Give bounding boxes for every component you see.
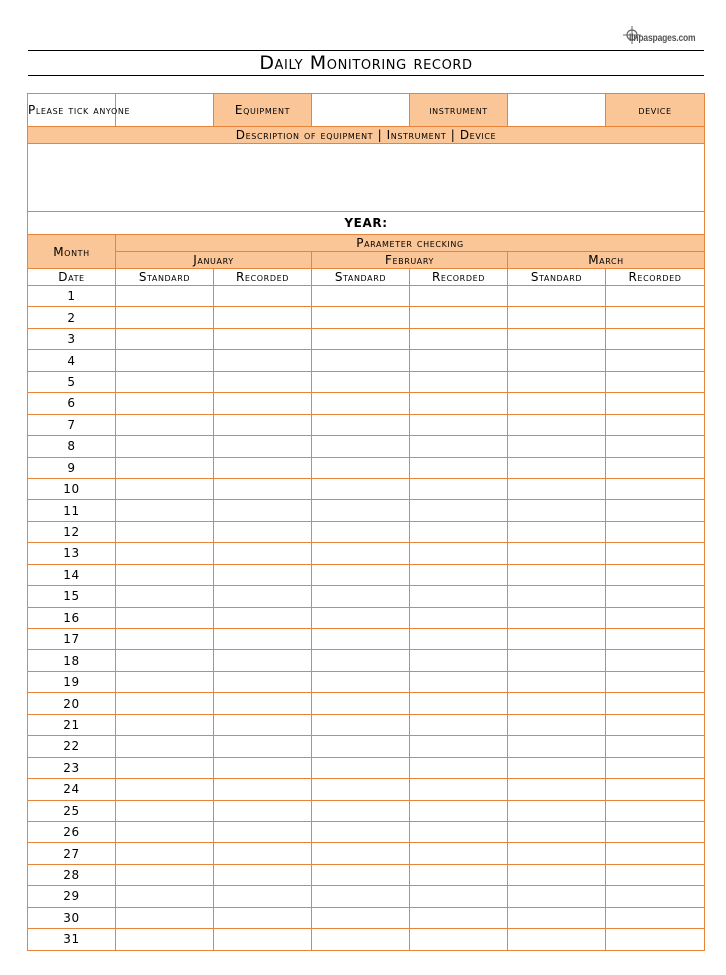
description-label: Description of equipment | Instrument | Device	[28, 127, 705, 144]
march-standard-cell[interactable]	[508, 821, 606, 842]
instrument-label: instrument	[410, 94, 508, 127]
day-number: 14	[28, 564, 116, 585]
february-standard-cell[interactable]	[312, 757, 410, 778]
january-recorded-cell[interactable]	[214, 328, 312, 349]
day-row	[28, 564, 705, 585]
march-recorded-cell[interactable]	[606, 521, 705, 542]
january-standard-cell[interactable]	[116, 843, 214, 864]
march-recorded-cell[interactable]	[606, 586, 705, 607]
logo-text: ilnpaspages.com	[629, 33, 696, 44]
february-standard-cell[interactable]	[312, 929, 410, 950]
day-number: 18	[28, 650, 116, 671]
march-recorded-cell[interactable]	[606, 478, 705, 499]
february-standard-cell[interactable]	[312, 521, 410, 542]
february-standard-cell[interactable]	[312, 607, 410, 628]
title-bottom-rule	[28, 75, 704, 76]
february-standard-cell[interactable]	[312, 286, 410, 307]
device-tick-box[interactable]	[508, 94, 606, 127]
march-standard-cell[interactable]	[508, 478, 606, 499]
day-row	[28, 650, 705, 671]
february-recorded-cell[interactable]	[410, 328, 508, 349]
february-recorded-cell[interactable]	[410, 821, 508, 842]
january-standard-cell[interactable]	[116, 500, 214, 521]
day-row	[28, 736, 705, 757]
march-recorded-cell[interactable]	[606, 671, 705, 692]
march-recorded-cell[interactable]	[606, 607, 705, 628]
description-field[interactable]	[28, 144, 705, 212]
february-standard-cell[interactable]	[312, 350, 410, 371]
day-number: 2	[28, 307, 116, 328]
march-standard-cell[interactable]	[508, 393, 606, 414]
day-number: 24	[28, 779, 116, 800]
february-standard-cell[interactable]	[312, 457, 410, 478]
january-standard-cell[interactable]	[116, 371, 214, 392]
january-recorded-cell[interactable]	[214, 757, 312, 778]
february-standard-cell[interactable]	[312, 414, 410, 435]
february-recorded-cell[interactable]	[410, 543, 508, 564]
february-recorded-cell[interactable]	[410, 478, 508, 499]
february-standard-cell[interactable]	[312, 736, 410, 757]
january-standard-cell[interactable]	[116, 393, 214, 414]
selection-row	[28, 94, 705, 127]
march-recorded-cell[interactable]	[606, 757, 705, 778]
january-recorded-cell[interactable]	[214, 714, 312, 735]
day-number: 3	[28, 328, 116, 349]
march-recorded-label: Recorded	[606, 269, 705, 286]
march-recorded-cell[interactable]	[606, 350, 705, 371]
february-standard-cell[interactable]	[312, 371, 410, 392]
month-names-row	[28, 252, 705, 269]
january-standard-cell[interactable]	[116, 328, 214, 349]
february-recorded-label: Recorded	[410, 269, 508, 286]
february-standard-cell[interactable]	[312, 586, 410, 607]
march-standard-cell[interactable]	[508, 371, 606, 392]
instrument-tick-box[interactable]	[312, 94, 410, 127]
march-standard-cell[interactable]	[508, 736, 606, 757]
day-number: 23	[28, 757, 116, 778]
february-recorded-cell[interactable]	[410, 286, 508, 307]
day-number: 29	[28, 886, 116, 907]
march-recorded-cell[interactable]	[606, 843, 705, 864]
february-recorded-cell[interactable]	[410, 457, 508, 478]
february-recorded-cell[interactable]	[410, 800, 508, 821]
march-standard-cell[interactable]	[508, 586, 606, 607]
march-standard-cell[interactable]	[508, 629, 606, 650]
march-standard-cell[interactable]	[508, 714, 606, 735]
march-standard-cell[interactable]	[508, 907, 606, 928]
february-recorded-cell[interactable]	[410, 607, 508, 628]
day-row	[28, 779, 705, 800]
february-recorded-cell[interactable]	[410, 907, 508, 928]
january-recorded-cell[interactable]	[214, 629, 312, 650]
march-recorded-cell[interactable]	[606, 436, 705, 457]
february-standard-cell[interactable]	[312, 328, 410, 349]
march-standard-cell[interactable]	[508, 929, 606, 950]
day-row	[28, 307, 705, 328]
january-recorded-cell[interactable]	[214, 350, 312, 371]
january-recorded-cell[interactable]	[214, 693, 312, 714]
january-recorded-cell[interactable]	[214, 843, 312, 864]
february-standard-cell[interactable]	[312, 821, 410, 842]
march-recorded-cell[interactable]	[606, 650, 705, 671]
february-standard-cell[interactable]	[312, 543, 410, 564]
january-recorded-label: Recorded	[214, 269, 312, 286]
parameter-checking-label: Parameter checking	[116, 235, 705, 252]
day-row	[28, 414, 705, 435]
march-recorded-cell[interactable]	[606, 500, 705, 521]
day-number: 25	[28, 800, 116, 821]
tick-instruction: Please tick anyone	[28, 94, 116, 127]
march-recorded-cell[interactable]	[606, 564, 705, 585]
day-row	[28, 929, 705, 950]
march-standard-cell[interactable]	[508, 800, 606, 821]
january-recorded-cell[interactable]	[214, 521, 312, 542]
march-standard-cell[interactable]	[508, 886, 606, 907]
february-recorded-cell[interactable]	[410, 929, 508, 950]
day-number: 6	[28, 393, 116, 414]
february-standard-cell[interactable]	[312, 500, 410, 521]
february-standard-cell[interactable]	[312, 650, 410, 671]
march-standard-cell[interactable]	[508, 543, 606, 564]
march-recorded-cell[interactable]	[606, 307, 705, 328]
january-standard-cell[interactable]	[116, 779, 214, 800]
january-standard-cell[interactable]	[116, 350, 214, 371]
february-recorded-cell[interactable]	[410, 350, 508, 371]
january-standard-cell[interactable]	[116, 671, 214, 692]
day-number: 27	[28, 843, 116, 864]
january-recorded-cell[interactable]	[214, 457, 312, 478]
february-recorded-cell[interactable]	[410, 864, 508, 885]
january-recorded-cell[interactable]	[214, 907, 312, 928]
january-recorded-cell[interactable]	[214, 307, 312, 328]
february-recorded-cell[interactable]	[410, 500, 508, 521]
january-standard-cell[interactable]	[116, 800, 214, 821]
day-number: 20	[28, 693, 116, 714]
day-row	[28, 907, 705, 928]
march-recorded-cell[interactable]	[606, 821, 705, 842]
day-row	[28, 350, 705, 371]
february-standard-cell[interactable]	[312, 693, 410, 714]
march-standard-cell[interactable]	[508, 350, 606, 371]
march-standard-cell[interactable]	[508, 607, 606, 628]
january-recorded-cell[interactable]	[214, 886, 312, 907]
day-number: 30	[28, 907, 116, 928]
february-recorded-cell[interactable]	[410, 714, 508, 735]
day-row	[28, 800, 705, 821]
date-label: Date	[28, 269, 116, 286]
february-recorded-cell[interactable]	[410, 693, 508, 714]
january-recorded-cell[interactable]	[214, 821, 312, 842]
january-standard-cell[interactable]	[116, 564, 214, 585]
february-standard-cell[interactable]	[312, 393, 410, 414]
march-standard-cell[interactable]	[508, 779, 606, 800]
february-recorded-cell[interactable]	[410, 371, 508, 392]
day-row	[28, 521, 705, 542]
march-standard-cell[interactable]	[508, 457, 606, 478]
january-standard-cell[interactable]	[116, 307, 214, 328]
day-number: 17	[28, 629, 116, 650]
march-standard-cell[interactable]	[508, 307, 606, 328]
february-standard-cell[interactable]	[312, 864, 410, 885]
february-standard-cell[interactable]	[312, 843, 410, 864]
january-recorded-cell[interactable]	[214, 500, 312, 521]
march-standard-cell[interactable]	[508, 757, 606, 778]
day-row	[28, 436, 705, 457]
day-number: 22	[28, 736, 116, 757]
march-recorded-cell[interactable]	[606, 714, 705, 735]
day-row	[28, 886, 705, 907]
january-recorded-cell[interactable]	[214, 286, 312, 307]
parameter-header-row	[28, 235, 705, 252]
february-recorded-cell[interactable]	[410, 736, 508, 757]
january-standard-cell[interactable]	[116, 286, 214, 307]
march-standard-cell[interactable]	[508, 564, 606, 585]
march-recorded-cell[interactable]	[606, 693, 705, 714]
february-recorded-cell[interactable]	[410, 843, 508, 864]
february-recorded-cell[interactable]	[410, 671, 508, 692]
march-recorded-cell[interactable]	[606, 457, 705, 478]
january-recorded-cell[interactable]	[214, 650, 312, 671]
month-january: January	[116, 252, 312, 269]
february-recorded-cell[interactable]	[410, 886, 508, 907]
day-row	[28, 693, 705, 714]
march-recorded-cell[interactable]	[606, 779, 705, 800]
month-march: March	[508, 252, 705, 269]
january-standard-label: Standard	[116, 269, 214, 286]
site-logo	[620, 27, 702, 49]
january-standard-cell[interactable]	[116, 886, 214, 907]
day-row	[28, 393, 705, 414]
year-row	[28, 212, 705, 235]
day-number: 8	[28, 436, 116, 457]
march-standard-cell[interactable]	[508, 414, 606, 435]
february-standard-cell[interactable]	[312, 779, 410, 800]
march-recorded-cell[interactable]	[606, 800, 705, 821]
march-recorded-cell[interactable]	[606, 907, 705, 928]
january-standard-cell[interactable]	[116, 607, 214, 628]
day-number: 5	[28, 371, 116, 392]
january-standard-cell[interactable]	[116, 629, 214, 650]
march-recorded-cell[interactable]	[606, 736, 705, 757]
january-standard-cell[interactable]	[116, 414, 214, 435]
day-number: 28	[28, 864, 116, 885]
day-number: 10	[28, 478, 116, 499]
february-standard-cell[interactable]	[312, 671, 410, 692]
january-standard-cell[interactable]	[116, 757, 214, 778]
day-number: 12	[28, 521, 116, 542]
january-standard-cell[interactable]	[116, 650, 214, 671]
year-field[interactable]: YEAR:	[28, 212, 705, 235]
january-standard-cell[interactable]	[116, 586, 214, 607]
column-header-row	[28, 269, 705, 286]
january-recorded-cell[interactable]	[214, 543, 312, 564]
february-recorded-cell[interactable]	[410, 586, 508, 607]
january-standard-cell[interactable]	[116, 521, 214, 542]
day-row	[28, 457, 705, 478]
day-row	[28, 586, 705, 607]
day-number: 1	[28, 286, 116, 307]
january-recorded-cell[interactable]	[214, 564, 312, 585]
january-recorded-cell[interactable]	[214, 864, 312, 885]
january-recorded-cell[interactable]	[214, 736, 312, 757]
january-recorded-cell[interactable]	[214, 371, 312, 392]
description-row	[28, 144, 705, 212]
january-standard-cell[interactable]	[116, 457, 214, 478]
february-recorded-cell[interactable]	[410, 779, 508, 800]
january-recorded-cell[interactable]	[214, 586, 312, 607]
equipment-label: Equipment	[214, 94, 312, 127]
january-standard-cell[interactable]	[116, 436, 214, 457]
january-recorded-cell[interactable]	[214, 779, 312, 800]
january-standard-cell[interactable]	[116, 907, 214, 928]
february-recorded-cell[interactable]	[410, 757, 508, 778]
february-recorded-cell[interactable]	[410, 521, 508, 542]
february-standard-cell[interactable]	[312, 564, 410, 585]
february-standard-cell[interactable]	[312, 907, 410, 928]
february-recorded-cell[interactable]	[410, 650, 508, 671]
february-recorded-cell[interactable]	[410, 393, 508, 414]
january-standard-cell[interactable]	[116, 693, 214, 714]
day-number: 21	[28, 714, 116, 735]
january-recorded-cell[interactable]	[214, 671, 312, 692]
february-recorded-cell[interactable]	[410, 436, 508, 457]
description-header-row	[28, 127, 705, 144]
january-recorded-cell[interactable]	[214, 607, 312, 628]
january-recorded-cell[interactable]	[214, 478, 312, 499]
title-top-rule	[28, 50, 704, 51]
day-row	[28, 286, 705, 307]
march-recorded-cell[interactable]	[606, 393, 705, 414]
day-row	[28, 607, 705, 628]
march-recorded-cell[interactable]	[606, 929, 705, 950]
march-recorded-cell[interactable]	[606, 886, 705, 907]
january-standard-cell[interactable]	[116, 714, 214, 735]
january-recorded-cell[interactable]	[214, 414, 312, 435]
march-recorded-cell[interactable]	[606, 543, 705, 564]
february-recorded-cell[interactable]	[410, 629, 508, 650]
february-recorded-cell[interactable]	[410, 414, 508, 435]
day-number: 15	[28, 586, 116, 607]
january-standard-cell[interactable]	[116, 543, 214, 564]
january-recorded-cell[interactable]	[214, 393, 312, 414]
month-february: February	[312, 252, 508, 269]
march-standard-cell[interactable]	[508, 521, 606, 542]
day-row	[28, 757, 705, 778]
march-standard-cell[interactable]	[508, 436, 606, 457]
february-recorded-cell[interactable]	[410, 307, 508, 328]
march-standard-cell[interactable]	[508, 693, 606, 714]
february-standard-cell[interactable]	[312, 478, 410, 499]
day-row	[28, 543, 705, 564]
day-number: 4	[28, 350, 116, 371]
february-recorded-cell[interactable]	[410, 564, 508, 585]
march-standard-cell[interactable]	[508, 286, 606, 307]
february-standard-cell[interactable]	[312, 886, 410, 907]
march-standard-cell[interactable]	[508, 650, 606, 671]
march-recorded-cell[interactable]	[606, 286, 705, 307]
march-recorded-cell[interactable]	[606, 371, 705, 392]
january-standard-cell[interactable]	[116, 864, 214, 885]
february-standard-cell[interactable]	[312, 436, 410, 457]
day-number: 31	[28, 929, 116, 950]
march-recorded-cell[interactable]	[606, 414, 705, 435]
march-standard-cell[interactable]	[508, 500, 606, 521]
february-standard-label: Standard	[312, 269, 410, 286]
day-number: 19	[28, 671, 116, 692]
march-recorded-cell[interactable]	[606, 328, 705, 349]
day-number: 7	[28, 414, 116, 435]
january-recorded-cell[interactable]	[214, 800, 312, 821]
day-row	[28, 500, 705, 521]
february-standard-cell[interactable]	[312, 307, 410, 328]
day-row	[28, 821, 705, 842]
january-standard-cell[interactable]	[116, 821, 214, 842]
march-recorded-cell[interactable]	[606, 629, 705, 650]
march-recorded-cell[interactable]	[606, 864, 705, 885]
day-number: 9	[28, 457, 116, 478]
day-number: 16	[28, 607, 116, 628]
day-row	[28, 714, 705, 735]
page-title: Daily Monitoring record	[259, 52, 473, 74]
day-row	[28, 371, 705, 392]
day-row	[28, 843, 705, 864]
month-label: Month	[28, 235, 116, 269]
day-row	[28, 629, 705, 650]
day-row	[28, 478, 705, 499]
february-standard-cell[interactable]	[312, 629, 410, 650]
february-standard-cell[interactable]	[312, 714, 410, 735]
march-standard-cell[interactable]	[508, 864, 606, 885]
device-label: device	[606, 94, 705, 127]
march-standard-cell[interactable]	[508, 328, 606, 349]
january-recorded-cell[interactable]	[214, 436, 312, 457]
january-standard-cell[interactable]	[116, 478, 214, 499]
day-number: 13	[28, 543, 116, 564]
march-standard-cell[interactable]	[508, 843, 606, 864]
january-standard-cell[interactable]	[116, 736, 214, 757]
day-row	[28, 864, 705, 885]
monitoring-form	[27, 93, 705, 951]
march-standard-cell[interactable]	[508, 671, 606, 692]
march-standard-label: Standard	[508, 269, 606, 286]
day-row	[28, 328, 705, 349]
january-recorded-cell[interactable]	[214, 929, 312, 950]
day-number: 26	[28, 821, 116, 842]
equipment-tick-box[interactable]	[116, 94, 214, 127]
day-row	[28, 671, 705, 692]
february-standard-cell[interactable]	[312, 800, 410, 821]
january-standard-cell[interactable]	[116, 929, 214, 950]
day-number: 11	[28, 500, 116, 521]
